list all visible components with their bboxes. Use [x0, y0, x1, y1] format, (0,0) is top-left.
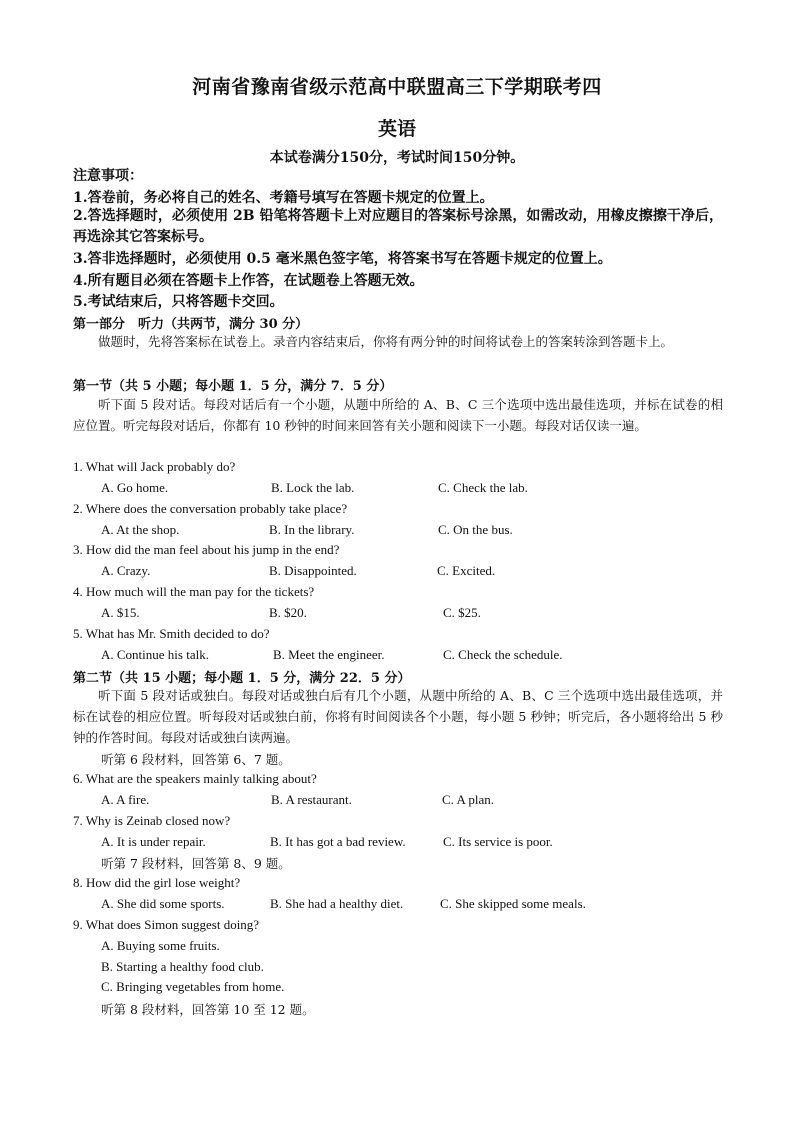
question-3: 3. How did the man feel about his jump in the end?: [73, 542, 340, 557]
part1-heading: 第一部分 听力（共两节，满分 30 分）: [73, 317, 309, 332]
material-7-note: 听第 7 段材料，回答第 8、9 题。: [101, 856, 291, 871]
q5-option-a: A. Continue his talk.: [101, 647, 209, 662]
q3-option-a: A. Crazy.: [101, 563, 151, 578]
q9-option-c: C. Bringing vegetables from home.: [101, 979, 285, 994]
q1-option-a: A. Go home.: [101, 480, 169, 495]
material-8-note: 听第 8 段材料，回答第 10 至 12 题。: [101, 1002, 315, 1017]
q8-option-a: A. She did some sports.: [101, 896, 225, 911]
question-6: 6. What are the speakers mainly talking about?: [73, 771, 317, 786]
q1-option-b: B. Lock the lab.: [271, 480, 355, 495]
notice-item-2: 2.答选择题时，必须使用 2B 铅笔将答题卡上对应题目的答案标号涂黑，如需改动，用橡皮擦擦干净后，再选涂其它答案标号。: [73, 208, 723, 245]
q8-option-c: C. She skipped some meals.: [440, 896, 586, 911]
notice-item-3: 3.答非选择题时，必须使用 0.5 毫米黑色签字笔，将答案书写在答题卡规定的位置上。: [73, 251, 612, 267]
question-9: 9. What does Simon suggest doing?: [73, 917, 260, 932]
q2-option-b: B. In the library.: [269, 522, 355, 537]
q3-option-c: C. Excited.: [437, 563, 496, 578]
section2-heading: 第二节（共 15 小题；每小题 1．5 分，满分 22．5 分）: [73, 671, 411, 686]
notice-heading: 注意事项：: [73, 168, 143, 184]
q8-option-b: B. She had a healthy diet.: [270, 896, 404, 911]
exam-info: 本试卷满分150分，考试时间150分钟。: [269, 150, 525, 166]
question-7: 7. Why is Zeinab closed now?: [73, 813, 231, 828]
q7-option-a: A. It is under repair.: [101, 834, 206, 849]
part1-intro: 做题时，先将答案标在试卷上。录音内容结束后，你将有两分钟的时间将试卷上的答案转涂到答题卡上。: [98, 334, 674, 349]
q1-option-c: C. Check the lab.: [438, 480, 528, 495]
question-1: 1. What will Jack probably do?: [73, 459, 236, 474]
q6-option-b: B. A restaurant.: [271, 792, 352, 807]
q6-option-a: A. A fire.: [101, 792, 150, 807]
notice-item-1: 1.答卷前，务必将自己的姓名、考籍号填写在答题卡规定的位置上。: [73, 190, 494, 206]
question-4: 4. How much will the man pay for the tickets?: [73, 584, 315, 599]
question-8: 8. How did the girl lose weight?: [73, 875, 241, 890]
question-2: 2. Where does the conversation probably take place?: [73, 501, 348, 516]
q3-option-b: B. Disappointed.: [269, 563, 357, 578]
section1-intro: 听下面 5 段对话。每段对话后有一个小题，从题中所给的 A、B、C 三个选项中选出最佳选项，并标在试卷的相应位置。听完每段对话后，你都有 10 秒钟的时间来回答有关小题和阅读下一小题。每段对话仅读一遍。: [73, 397, 723, 433]
q5-option-c: C. Check the schedule.: [443, 647, 563, 662]
q2-option-c: C. On the bus.: [438, 522, 513, 537]
section2-intro: 听下面 5 段对话或独白。每段对话或独白后有几个小题，从题中所给的 A、B、C 三个选项中选出最佳选项，并标在试卷的相应位置。听每段对话或独白前，你将有时间阅读各个小题，每小题 5 秒钟；听完后，各小题将给出 5 秒钟的作答时间。每段对话或独白读两遍。: [73, 688, 723, 745]
q6-option-c: C. A plan.: [442, 792, 495, 807]
material-6-note: 听第 6 段材料，回答第 6、7 题。: [101, 752, 291, 767]
q9-option-b: B. Starting a healthy food club.: [101, 959, 264, 974]
section1-heading: 第一节（共 5 小题；每小题 1．5 分，满分 7．5 分）: [73, 379, 393, 394]
q7-option-c: C. Its service is poor.: [443, 834, 553, 849]
exam-title: 河南省豫南省级示范高中联盟高三下学期联考四: [192, 76, 602, 98]
q2-option-a: A. At the shop.: [101, 522, 180, 537]
q5-option-b: B. Meet the engineer.: [273, 647, 385, 662]
q4-option-a: A. $15.: [101, 605, 140, 620]
q4-option-c: C. $25.: [443, 605, 481, 620]
q7-option-b: B. It has got a bad review.: [270, 834, 406, 849]
notice-item-5: 5.考试结束后，只将答题卡交回。: [73, 294, 284, 310]
q9-option-a: A. Buying some fruits.: [101, 938, 220, 953]
notice-item-4: 4.所有题目必须在答题卡上作答，在试题卷上答题无效。: [73, 273, 424, 289]
question-5: 5. What has Mr. Smith decided to do?: [73, 626, 270, 641]
q4-option-b: B. $20.: [269, 605, 307, 620]
subject-title: 英语: [377, 118, 416, 140]
